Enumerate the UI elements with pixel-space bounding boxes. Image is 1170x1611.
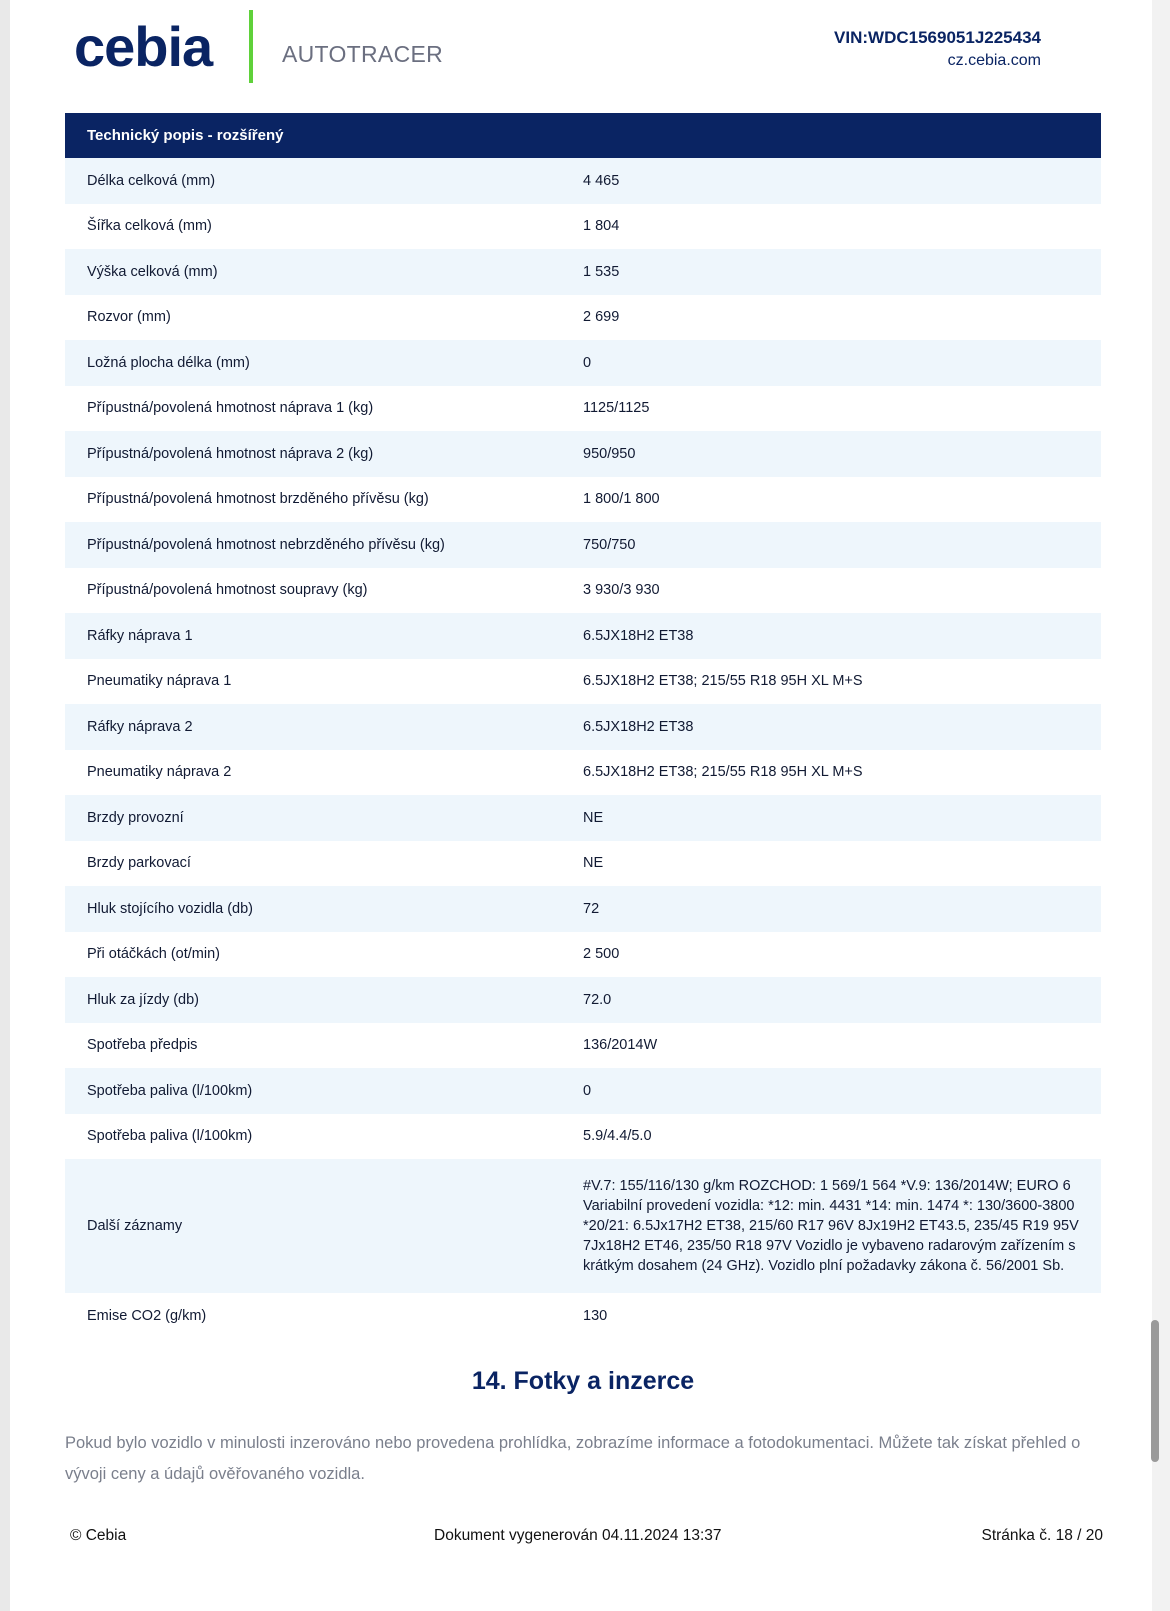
row-value: 6.5JX18H2 ET38 — [583, 627, 694, 644]
row-label: Výška celková (mm) — [87, 263, 218, 280]
table-row — [65, 1114, 1101, 1160]
row-value: 1 800/1 800 — [583, 491, 660, 508]
row-label: Spotřeba paliva (l/100km) — [87, 1082, 253, 1099]
row-value: 5.9/4.4/5.0 — [583, 1128, 652, 1145]
table-row — [65, 477, 1101, 523]
footer-generated: Dokument vygenerován 04.11.2024 13:37 — [434, 1527, 722, 1544]
table-row — [65, 249, 1101, 295]
row-label: Pneumatiky náprava 1 — [87, 673, 232, 690]
row-label: Přípustná/povolená hmotnost nebrzděného přívěsu (kg) — [87, 536, 445, 553]
row-value: 2 500 — [583, 946, 620, 963]
row-label: Ráfky náprava 2 — [87, 718, 193, 735]
row-label: Emise CO2 (g/km) — [87, 1307, 207, 1324]
scrollbar-thumb[interactable] — [1151, 1320, 1159, 1462]
row-value: 72 — [583, 900, 600, 917]
table-row — [65, 204, 1101, 250]
table-row — [65, 1293, 1101, 1339]
row-value: 72.0 — [583, 991, 612, 1008]
row-value: 750/750 — [583, 536, 636, 553]
row-value: 2 699 — [583, 309, 620, 326]
table-row — [65, 977, 1101, 1023]
row-value: 950/950 — [583, 445, 636, 462]
row-value: 1125/1125 — [583, 400, 650, 417]
logo-divider — [249, 10, 253, 83]
table-row — [65, 886, 1101, 932]
table-row — [65, 841, 1101, 887]
document-page — [10, 0, 1152, 1611]
row-label: Pneumatiky náprava 2 — [87, 764, 232, 781]
row-label: Spotřeba předpis — [87, 1037, 198, 1054]
row-label: Ložná plocha délka (mm) — [87, 354, 250, 371]
row-label: Při otáčkách (ot/min) — [87, 946, 220, 963]
row-label: Šířka celková (mm) — [87, 218, 212, 235]
row-value: 6.5JX18H2 ET38; 215/55 R18 95H XL M+S — [583, 673, 863, 690]
row-value: 0 — [583, 1082, 592, 1099]
row-label: Brzdy parkovací — [87, 855, 191, 872]
table-body — [65, 158, 1101, 1339]
table-row — [65, 431, 1101, 477]
row-label: Další záznamy — [87, 1218, 183, 1234]
row-value: #V.7: 155/116/130 g/km ROZCHOD: 1 569/1 564 *V.9: 136/2014W; EURO 6 Variabilní provedení vozidla: *12: min. 4431 *14: min. 1474 *: 130/3600-3800 *20/21: 6.5Jx17H2 ET38, 215/60 R17 96V 8Jx19H2 ET43.5, 235/45 R19 95V 7Jx18H2 ET46, 235/50 R18 97V Vozidlo je vybaveno radarovým zařízením s krátkým dosahem (24 GHz). Vozidlo plní požadavky zákona č. 56/2001 Sb. — [583, 1178, 1079, 1274]
footer-copyright: © Cebia — [70, 1527, 127, 1544]
table-row — [65, 704, 1101, 750]
row-value: 1 535 — [583, 263, 620, 280]
table-row — [65, 340, 1101, 386]
row-value: 3 930/3 930 — [583, 582, 660, 599]
section-description: Pokud bylo vozidlo v minulosti inzerováno nebo provedena prohlídka, zobrazíme informace a fotodokumentaci. Můžete tak získat přehled o vývoji ceny a údajů ověřovaného vozidla. — [65, 1434, 1081, 1483]
row-value: 130 — [583, 1307, 608, 1324]
row-label: Brzdy provozní — [87, 809, 184, 826]
table-row — [65, 522, 1101, 568]
table-row — [65, 1159, 1101, 1293]
vin-number: VIN:WDC1569051J225434 — [834, 28, 1041, 47]
row-label: Ráfky náprava 1 — [87, 627, 193, 644]
row-value: NE — [583, 855, 604, 872]
site-link[interactable]: cz.cebia.com — [947, 52, 1041, 69]
tech-spec-table — [65, 113, 1101, 1339]
row-value: 6.5JX18H2 ET38; 215/55 R18 95H XL M+S — [583, 764, 863, 781]
row-value: NE — [583, 809, 604, 826]
row-label: Spotřeba paliva (l/100km) — [87, 1128, 253, 1145]
table-row — [65, 613, 1101, 659]
row-value: 136/2014W — [583, 1037, 658, 1054]
row-label: Přípustná/povolená hmotnost náprava 1 (kg) — [87, 400, 374, 417]
footer-page-number: Stránka č. 18 / 20 — [981, 1527, 1103, 1544]
row-label: Hluk stojícího vozidla (db) — [87, 900, 254, 917]
row-value: 6.5JX18H2 ET38 — [583, 718, 694, 735]
row-value: 1 804 — [583, 218, 620, 235]
row-label: Délka celková (mm) — [87, 172, 216, 189]
table-row — [65, 795, 1101, 841]
table-row — [65, 158, 1101, 204]
table-row — [65, 1023, 1101, 1069]
table-row — [65, 750, 1101, 796]
product-name: AUTOTRACER — [282, 41, 444, 67]
table-title: Technický popis - rozšířený — [65, 113, 1101, 158]
table-row — [65, 295, 1101, 341]
row-label: Rozvor (mm) — [87, 309, 171, 326]
table-row — [65, 386, 1101, 432]
row-label: Přípustná/povolená hmotnost brzděného přívěsu (kg) — [87, 491, 429, 508]
table-row — [65, 932, 1101, 978]
page-edge — [0, 0, 10, 1611]
table-row — [65, 568, 1101, 614]
table-row — [65, 659, 1101, 705]
row-label: Hluk za jízdy (db) — [87, 991, 200, 1008]
row-label: Přípustná/povolená hmotnost soupravy (kg) — [87, 582, 368, 599]
row-value: 0 — [583, 354, 592, 371]
row-label: Přípustná/povolená hmotnost náprava 2 (kg) — [87, 445, 374, 462]
cebia-logo: cebia — [74, 15, 213, 78]
section-title: 14. Fotky a inzerce — [471, 1367, 695, 1395]
row-value: 4 465 — [583, 172, 620, 189]
table-row — [65, 1068, 1101, 1114]
